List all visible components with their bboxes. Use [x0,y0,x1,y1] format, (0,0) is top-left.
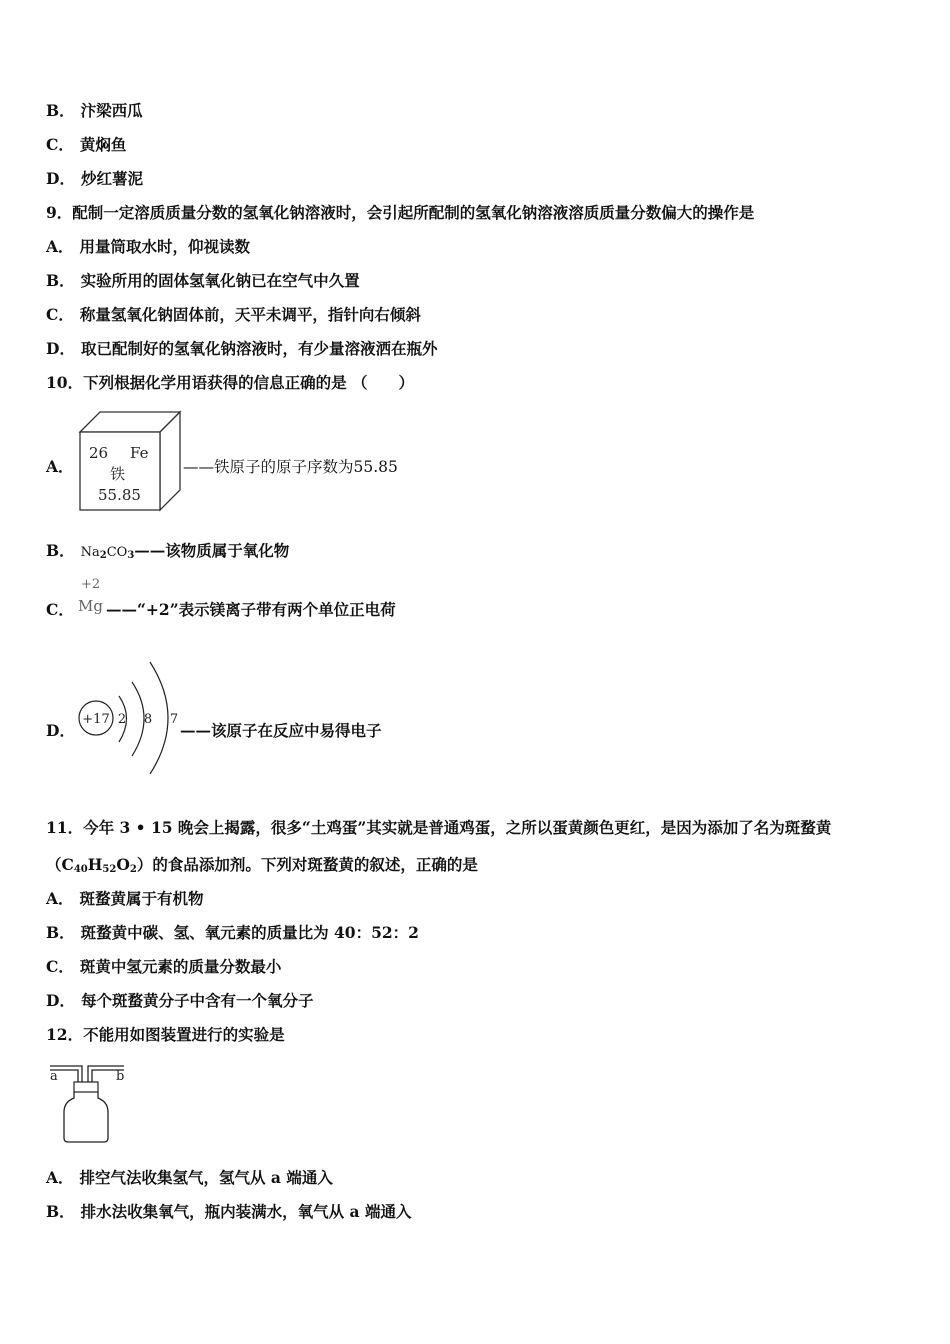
q10-stem: 10．下列根据化学用语获得的信息正确的是 （ ） [46,373,414,392]
option-text: 称量氢氧化钠固体前，天平未调平，指针向右倾斜 [79,305,421,324]
q12-option-a [46,1168,333,1188]
option-letter: D． [46,169,75,188]
option-text: 汴梁西瓜 [80,101,143,120]
element-symbol: Fe [130,444,149,462]
mg-symbol: Mg [78,597,103,615]
chlorine-atom-diagram [74,656,194,778]
formula-o: O [116,855,130,874]
option-letter: C． [46,957,74,976]
option-text: 斑黄中氢元素的质量分数最小 [79,957,282,976]
option-text: 用量筒取水时，仰视读数 [79,237,251,256]
gas-bottle-apparatus [48,1058,128,1144]
option-letter: C． [46,135,74,154]
option-text: ——该物质属于氧化物 [134,541,290,560]
formula-h: H [87,855,103,874]
shell-2-electrons: 8 [143,712,153,727]
q9-stem: 9．配制一定溶质质量分数的氢氧化钠溶液时，会引起所配制的氢氧化钠溶液溶质质量分数偏大的操作是 [46,203,755,222]
option-letter: B． [46,541,75,560]
q9-option-a [46,237,250,257]
formula-na: Na [80,545,100,560]
option-text: 每个斑蝥黄分子中含有一个氧分子 [80,991,314,1010]
option-letter: B． [46,1202,75,1221]
shell-1-electrons: 2 [117,712,127,727]
atomic-mass: 55.85 [98,486,141,504]
formula-sub: 40 [73,864,88,875]
q10-option-b [46,541,289,566]
q11-option-a [46,889,204,909]
formula-sub: 2 [99,550,107,561]
q11-option-b [46,923,419,943]
q8-option-c [46,135,126,155]
q9-option-d [46,339,437,359]
q11-option-c [46,957,281,977]
tube-a-label: a [50,1069,58,1084]
q9-option-c [46,305,421,325]
option-letter: B． [46,271,75,290]
option-text: 炒红薯泥 [80,169,143,188]
formula-sub: 52 [102,864,117,875]
shell-3-electrons: 7 [169,712,179,727]
option-text: 实验所用的固体氢氧化钠已在空气中久置 [80,271,360,290]
option-text: 黄焖鱼 [79,135,127,154]
option-text: 排空气法收集氢气，氢气从 a 端通入 [79,1168,333,1187]
option-text: 斑蝥黄属于有机物 [79,889,204,908]
q8-option-d [46,169,143,189]
q12-option-b [46,1202,411,1222]
formula-sub: 3 [127,550,135,561]
option-text: 取已配制好的氢氧化钠溶液时，有少量溶液洒在瓶外 [80,339,438,358]
option-letter: A． [46,889,74,908]
q10-option-c-text: ——“+2”表示镁离子带有两个单位正电荷 [106,600,396,619]
q10-option-a-letter: A． [46,457,74,476]
option-letter: A． [46,1168,74,1187]
formula-prefix: （C [46,855,74,874]
option-letter: B． [46,101,75,120]
option-letter: B． [46,923,75,942]
stem-suffix: ）的食品添加剂。下列对斑蝥黄的叙述，正确的是 [136,855,478,874]
q12-stem: 12．不能用如图装置进行的实验是 [46,1025,285,1044]
q8-option-b [46,101,143,121]
q11-stem-line2 [46,855,478,880]
option-letter: C． [46,305,74,324]
iron-element-card [76,410,186,514]
q10-option-d-letter: D． [46,721,75,740]
q11-option-d [46,991,313,1011]
nucleus-charge: +17 [82,712,110,727]
option-text: 斑蝥黄中碳、氢、氧元素的质量比为 40：52：2 [80,923,419,942]
q10-option-d-text: ——该原子在反应中易得电子 [180,721,382,740]
formula-co: CO [106,545,128,560]
option-letter: D． [46,339,75,358]
option-letter: D． [46,991,75,1010]
option-letter: A． [46,237,74,256]
tube-b-label: b [116,1069,125,1084]
charge-label: +2 [81,577,101,592]
atomic-number: 26 [89,444,109,462]
option-text: 排水法收集氧气，瓶内装满水，氧气从 a 端通入 [80,1202,412,1221]
element-name: 铁 [110,465,126,483]
q10-option-c-letter: C． [46,600,74,619]
q11-stem-line1: 11．今年 3 • 15 晚会上揭露，很多“土鸡蛋”其实就是普通鸡蛋，之所以蛋黄颜色更红，是因为添加了名为斑蝥黄 [46,818,832,837]
q10-option-a-text: ——铁原子的原子序数为55.85 [183,458,398,476]
formula-sub: 2 [129,864,137,875]
q9-option-b [46,271,360,291]
